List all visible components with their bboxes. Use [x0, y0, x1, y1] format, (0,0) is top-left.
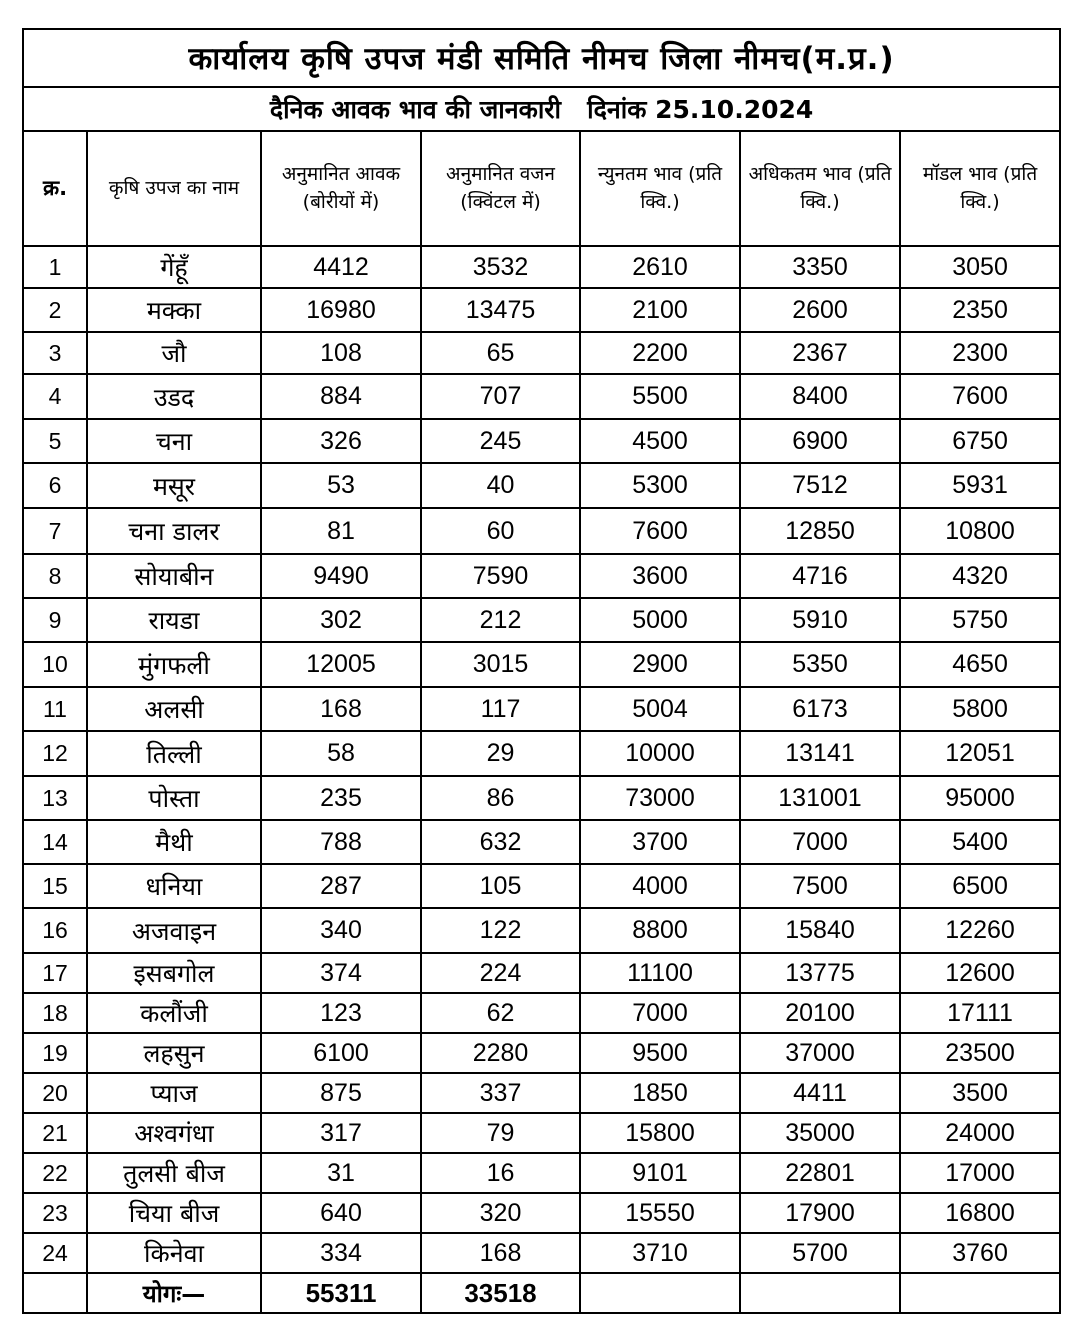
- table-row: [23, 1073, 1060, 1113]
- cell-max: 13141: [740, 731, 900, 776]
- cell-max: 7000: [740, 820, 900, 864]
- cell-modal: 16800: [900, 1193, 1060, 1233]
- table-row: [23, 1153, 1060, 1193]
- totals-arrival: 55311: [261, 1273, 421, 1313]
- cell-max: 4411: [740, 1073, 900, 1113]
- col-header-min: न्युनतम भाव (प्रति क्वि.): [580, 131, 740, 246]
- cell-min: 4000: [580, 864, 740, 908]
- cell-min: 3600: [580, 554, 740, 598]
- cell-min: 11100: [580, 953, 740, 993]
- cell-name: जौ: [87, 332, 261, 374]
- cell-arrival: 326: [261, 419, 421, 463]
- cell-min: 73000: [580, 776, 740, 820]
- cell-name: तिल्ली: [87, 731, 261, 776]
- table-row: [23, 463, 1060, 508]
- cell-arrival: 235: [261, 776, 421, 820]
- cell-weight: 13475: [421, 288, 580, 332]
- cell-modal: 3500: [900, 1073, 1060, 1113]
- cell-modal: 5931: [900, 463, 1060, 508]
- cell-weight: 3532: [421, 246, 580, 288]
- cell-weight: 3015: [421, 642, 580, 687]
- cell-min: 10000: [580, 731, 740, 776]
- cell-max: 4716: [740, 554, 900, 598]
- cell-name: मसूर: [87, 463, 261, 508]
- subtitle-row: [23, 87, 1060, 131]
- cell-arrival: 108: [261, 332, 421, 374]
- cell-max: 6173: [740, 687, 900, 731]
- cell-name: कलौंजी: [87, 993, 261, 1033]
- cell-min: 15800: [580, 1113, 740, 1153]
- cell-min: 5300: [580, 463, 740, 508]
- cell-modal: 24000: [900, 1113, 1060, 1153]
- cell-sno: 13: [23, 776, 87, 820]
- cell-modal: 5750: [900, 598, 1060, 642]
- cell-min: 5500: [580, 374, 740, 419]
- column-header-row: [23, 131, 1060, 246]
- cell-modal: 17111: [900, 993, 1060, 1033]
- cell-modal: 12260: [900, 908, 1060, 953]
- cell-arrival: 884: [261, 374, 421, 419]
- cell-arrival: 374: [261, 953, 421, 993]
- cell-sno: 5: [23, 419, 87, 463]
- table-row: [23, 288, 1060, 332]
- cell-weight: 337: [421, 1073, 580, 1113]
- cell-sno: 12: [23, 731, 87, 776]
- document-subtitle: दैनिक आवक भाव की जानकारी दिनांक 25.10.2024: [23, 87, 1060, 131]
- cell-name: उडद: [87, 374, 261, 419]
- cell-min: 9500: [580, 1033, 740, 1073]
- cell-modal: 10800: [900, 508, 1060, 554]
- cell-name: चिया बीज: [87, 1193, 261, 1233]
- cell-arrival: 81: [261, 508, 421, 554]
- cell-sno: 23: [23, 1193, 87, 1233]
- cell-name: मक्का: [87, 288, 261, 332]
- totals-label: योगः—: [87, 1273, 261, 1313]
- cell-name: अजवाइन: [87, 908, 261, 953]
- cell-min: 15550: [580, 1193, 740, 1233]
- col-header-modal: मॉडल भाव (प्रति क्वि.): [900, 131, 1060, 246]
- table-row: [23, 332, 1060, 374]
- cell-sno: 21: [23, 1113, 87, 1153]
- table-row: [23, 820, 1060, 864]
- cell-name: चना डालर: [87, 508, 261, 554]
- cell-modal: 3760: [900, 1233, 1060, 1273]
- cell-modal: 23500: [900, 1033, 1060, 1073]
- table-row: [23, 993, 1060, 1033]
- cell-sno: 18: [23, 993, 87, 1033]
- cell-arrival: 12005: [261, 642, 421, 687]
- cell-modal: 12600: [900, 953, 1060, 993]
- cell-modal: 12051: [900, 731, 1060, 776]
- cell-max: 7512: [740, 463, 900, 508]
- table-row: [23, 554, 1060, 598]
- cell-weight: 168: [421, 1233, 580, 1273]
- cell-sno: 15: [23, 864, 87, 908]
- cell-arrival: 9490: [261, 554, 421, 598]
- table-row: [23, 1113, 1060, 1153]
- totals-blank-min: [580, 1273, 740, 1313]
- table-row: [23, 776, 1060, 820]
- cell-modal: 5800: [900, 687, 1060, 731]
- cell-name: किनेवा: [87, 1233, 261, 1273]
- cell-sno: 7: [23, 508, 87, 554]
- cell-min: 3710: [580, 1233, 740, 1273]
- cell-max: 5700: [740, 1233, 900, 1273]
- cell-arrival: 53: [261, 463, 421, 508]
- cell-name: प्याज: [87, 1073, 261, 1113]
- table-row: [23, 1033, 1060, 1073]
- col-header-max: अधिकतम भाव (प्रति क्वि.): [740, 131, 900, 246]
- cell-min: 1850: [580, 1073, 740, 1113]
- cell-arrival: 788: [261, 820, 421, 864]
- cell-arrival: 302: [261, 598, 421, 642]
- cell-weight: 105: [421, 864, 580, 908]
- cell-modal: 2300: [900, 332, 1060, 374]
- cell-weight: 86: [421, 776, 580, 820]
- cell-weight: 40: [421, 463, 580, 508]
- cell-name: पोस्ता: [87, 776, 261, 820]
- cell-max: 13775: [740, 953, 900, 993]
- cell-weight: 245: [421, 419, 580, 463]
- table-row: [23, 953, 1060, 993]
- cell-name: धनिया: [87, 864, 261, 908]
- cell-modal: 6750: [900, 419, 1060, 463]
- cell-max: 3350: [740, 246, 900, 288]
- cell-arrival: 875: [261, 1073, 421, 1113]
- cell-sno: 14: [23, 820, 87, 864]
- cell-name: सोयाबीन: [87, 554, 261, 598]
- cell-modal: 17000: [900, 1153, 1060, 1193]
- cell-weight: 707: [421, 374, 580, 419]
- cell-name: मैथी: [87, 820, 261, 864]
- cell-name: मुंगफली: [87, 642, 261, 687]
- cell-arrival: 123: [261, 993, 421, 1033]
- cell-arrival: 317: [261, 1113, 421, 1153]
- totals-weight: 33518: [421, 1273, 580, 1313]
- cell-min: 5004: [580, 687, 740, 731]
- table-row: [23, 731, 1060, 776]
- cell-sno: 24: [23, 1233, 87, 1273]
- cell-arrival: 287: [261, 864, 421, 908]
- cell-weight: 117: [421, 687, 580, 731]
- cell-arrival: 168: [261, 687, 421, 731]
- table-row: [23, 374, 1060, 419]
- col-header-weight: अनुमानित वजन (क्विंटल में): [421, 131, 580, 246]
- cell-sno: 17: [23, 953, 87, 993]
- cell-max: 5350: [740, 642, 900, 687]
- cell-arrival: 16980: [261, 288, 421, 332]
- cell-arrival: 640: [261, 1193, 421, 1233]
- cell-name: लहसुन: [87, 1033, 261, 1073]
- cell-weight: 320: [421, 1193, 580, 1233]
- table-row: [23, 598, 1060, 642]
- cell-sno: 10: [23, 642, 87, 687]
- table-row: [23, 687, 1060, 731]
- cell-arrival: 334: [261, 1233, 421, 1273]
- cell-weight: 122: [421, 908, 580, 953]
- cell-min: 9101: [580, 1153, 740, 1193]
- cell-arrival: 4412: [261, 246, 421, 288]
- cell-min: 7600: [580, 508, 740, 554]
- cell-name: अश्वगंधा: [87, 1113, 261, 1153]
- cell-weight: 29: [421, 731, 580, 776]
- cell-sno: 8: [23, 554, 87, 598]
- cell-weight: 60: [421, 508, 580, 554]
- price-sheet: [22, 28, 1059, 1314]
- cell-max: 5910: [740, 598, 900, 642]
- cell-min: 2100: [580, 288, 740, 332]
- cell-max: 2367: [740, 332, 900, 374]
- cell-sno: 11: [23, 687, 87, 731]
- cell-sno: 9: [23, 598, 87, 642]
- cell-min: 2200: [580, 332, 740, 374]
- cell-max: 22801: [740, 1153, 900, 1193]
- cell-max: 7500: [740, 864, 900, 908]
- cell-weight: 7590: [421, 554, 580, 598]
- totals-blank-max: [740, 1273, 900, 1313]
- cell-name: इसबगोल: [87, 953, 261, 993]
- cell-name: तुलसी बीज: [87, 1153, 261, 1193]
- cell-min: 8800: [580, 908, 740, 953]
- cell-max: 37000: [740, 1033, 900, 1073]
- cell-max: 20100: [740, 993, 900, 1033]
- cell-arrival: 6100: [261, 1033, 421, 1073]
- table-row: [23, 908, 1060, 953]
- cell-min: 4500: [580, 419, 740, 463]
- col-header-sno: क्र.: [23, 131, 87, 246]
- cell-weight: 65: [421, 332, 580, 374]
- document-title: कार्यालय कृषि उपज मंडी समिति नीमच जिला नीमच(म.प्र.): [23, 29, 1060, 87]
- totals-row: [23, 1273, 1060, 1313]
- cell-sno: 3: [23, 332, 87, 374]
- cell-sno: 20: [23, 1073, 87, 1113]
- cell-min: 2610: [580, 246, 740, 288]
- title-row: [23, 29, 1060, 87]
- cell-modal: 6500: [900, 864, 1060, 908]
- cell-sno: 16: [23, 908, 87, 953]
- cell-weight: 224: [421, 953, 580, 993]
- cell-sno: 2: [23, 288, 87, 332]
- cell-max: 2600: [740, 288, 900, 332]
- cell-min: 2900: [580, 642, 740, 687]
- cell-weight: 79: [421, 1113, 580, 1153]
- cell-min: 7000: [580, 993, 740, 1033]
- table-row: [23, 508, 1060, 554]
- cell-arrival: 340: [261, 908, 421, 953]
- table-row: [23, 1193, 1060, 1233]
- cell-name: रायडा: [87, 598, 261, 642]
- cell-modal: 3050: [900, 246, 1060, 288]
- cell-weight: 2280: [421, 1033, 580, 1073]
- cell-max: 12850: [740, 508, 900, 554]
- cell-weight: 212: [421, 598, 580, 642]
- cell-weight: 632: [421, 820, 580, 864]
- col-header-name: कृषि उपज का नाम: [87, 131, 261, 246]
- cell-name: गेंहूँ: [87, 246, 261, 288]
- cell-sno: 22: [23, 1153, 87, 1193]
- cell-sno: 4: [23, 374, 87, 419]
- cell-modal: 2350: [900, 288, 1060, 332]
- cell-weight: 62: [421, 993, 580, 1033]
- cell-arrival: 31: [261, 1153, 421, 1193]
- cell-arrival: 58: [261, 731, 421, 776]
- cell-max: 15840: [740, 908, 900, 953]
- cell-name: अलसी: [87, 687, 261, 731]
- cell-weight: 16: [421, 1153, 580, 1193]
- cell-max: 131001: [740, 776, 900, 820]
- totals-blank-sno: [23, 1273, 87, 1313]
- cell-modal: 4650: [900, 642, 1060, 687]
- table-row: [23, 246, 1060, 288]
- cell-modal: 95000: [900, 776, 1060, 820]
- cell-modal: 4320: [900, 554, 1060, 598]
- table-row: [23, 1233, 1060, 1273]
- table-row: [23, 642, 1060, 687]
- cell-max: 6900: [740, 419, 900, 463]
- cell-max: 8400: [740, 374, 900, 419]
- cell-max: 35000: [740, 1113, 900, 1153]
- cell-modal: 7600: [900, 374, 1060, 419]
- cell-sno: 19: [23, 1033, 87, 1073]
- totals-blank-modal: [900, 1273, 1060, 1313]
- table-row: [23, 864, 1060, 908]
- cell-sno: 1: [23, 246, 87, 288]
- arrival-price-table: [22, 28, 1061, 1314]
- col-header-arrival: अनुमानित आवक (बोरीयों में): [261, 131, 421, 246]
- cell-modal: 5400: [900, 820, 1060, 864]
- cell-sno: 6: [23, 463, 87, 508]
- cell-min: 5000: [580, 598, 740, 642]
- cell-min: 3700: [580, 820, 740, 864]
- cell-name: चना: [87, 419, 261, 463]
- table-row: [23, 419, 1060, 463]
- cell-max: 17900: [740, 1193, 900, 1233]
